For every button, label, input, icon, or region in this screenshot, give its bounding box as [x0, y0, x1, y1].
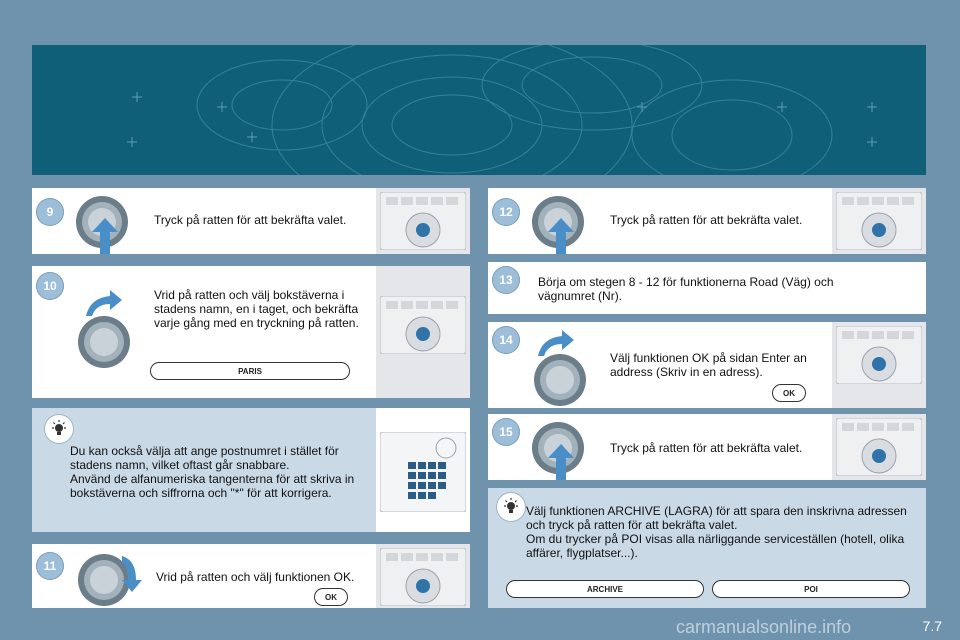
step-number-badge: 13 [492, 266, 520, 294]
knob-icon [76, 314, 136, 379]
step-13-text: Börja om stegen 8 - 12 för funktionerna Road (Väg) och vägnumret (Nr). [538, 275, 834, 303]
paris-button[interactable]: PARIS [150, 362, 350, 380]
poi-button[interactable]: POI [712, 580, 910, 598]
step-13-panel [488, 262, 926, 314]
step-number-badge: 10 [36, 272, 64, 300]
tip-1-panel [32, 408, 470, 532]
step-15-text: Tryck på ratten för att bekräfta valet. [610, 441, 803, 455]
step-11-text: Vrid på ratten och välj funktionen OK. [156, 570, 355, 584]
ok-button[interactable]: OK [772, 384, 806, 402]
push-arrow-icon [546, 444, 576, 480]
step-9-panel [32, 188, 470, 254]
step-9-text: Tryck på ratten för att bekräfta valet. [154, 213, 347, 227]
ok-button[interactable]: OK [314, 588, 348, 606]
tip-2-panel [488, 488, 926, 608]
page-number: 7.7 [922, 618, 942, 634]
console-icon [376, 266, 470, 398]
step-14-panel [488, 322, 926, 408]
step-number-badge: 11 [36, 552, 64, 580]
archive-button[interactable]: ARCHIVE [506, 580, 704, 598]
watermark: carmanualsonline.info [676, 617, 852, 637]
step-number-badge: 12 [492, 198, 520, 226]
map-banner [32, 45, 926, 175]
lightbulb-icon [496, 492, 526, 522]
push-arrow-icon [90, 218, 120, 254]
console-icon [832, 414, 926, 480]
console-icon [376, 544, 470, 608]
tip-2-text: Välj funktionen ARCHIVE (LAGRA) för att spara den inskrivna adressen och tryck på ratten för att bekräfta valet. Om du trycker på POI visas alla närliggande serviceställen (hotell, olika affärer, flygplatser...). [526, 504, 907, 560]
knob-icon [532, 352, 592, 408]
step-12-text: Tryck på ratten för att bekräfta valet. [610, 213, 803, 227]
contour-map-graphic [32, 45, 926, 175]
step-11-panel [32, 544, 470, 608]
tip-1-text: Du kan också välja att ange postnumret i stället för stadens namn, vilket oftast går snabbare. Använd de alfanumeriska tangenterna för att skriva in bokstäverna och siffrorna och "*" för att korrigera. [70, 444, 355, 500]
step-number-badge: 14 [492, 326, 520, 354]
console-icon [832, 188, 926, 254]
step-10-panel [32, 266, 470, 398]
rotate-arrow-icon [120, 554, 148, 599]
push-arrow-icon [546, 218, 576, 254]
step-15-panel [488, 414, 926, 480]
lightbulb-icon [44, 414, 74, 444]
step-number-badge: 9 [36, 198, 64, 226]
step-14-text: Välj funktionen OK på sidan Enter an address (Skriv in en adress). [610, 351, 807, 379]
keypad-console-icon [376, 408, 470, 532]
console-icon [376, 188, 470, 254]
console-icon [832, 322, 926, 408]
step-12-panel [488, 188, 926, 254]
step-number-badge: 15 [492, 418, 520, 446]
step-10-text: Vrid på ratten och välj bokstäverna i stadens namn, en i taget, och bekräfta varje gång med en tryckning på ratten. [154, 288, 359, 330]
